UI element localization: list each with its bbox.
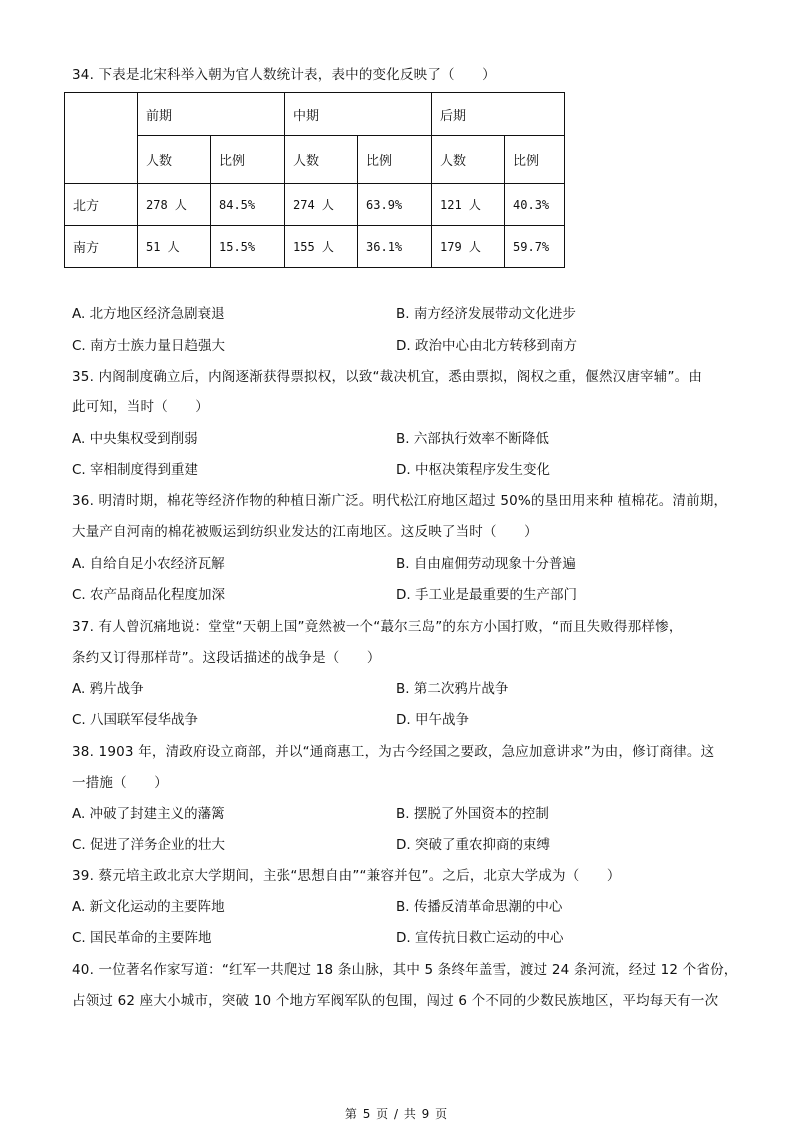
table-cell: 63.9% <box>358 184 432 226</box>
q35-stem-line1: 35. 内阁制度确立后，内阁逐渐获得票拟权，以致“裁决机宜，悉由票拟，阁权之重，偃然汉唐宰辅”。由 <box>72 369 703 385</box>
q39-option-d[interactable]: D. 宣传抗日救亡运动的中心 <box>396 930 564 946</box>
q38-option-b[interactable]: B. 摆脱了外国资本的控制 <box>396 806 549 822</box>
q38-option-d[interactable]: D. 突破了重农抑商的束缚 <box>396 837 550 853</box>
table-corner-cell <box>65 93 138 184</box>
q39-option-c[interactable]: C. 国民革命的主要阵地 <box>72 930 212 946</box>
q34-option-a[interactable]: A. 北方地区经济急剧衰退 <box>72 306 225 322</box>
q36-option-b[interactable]: B. 自由雇佣劳动现象十分普遍 <box>396 556 576 572</box>
table-cell: 179 人 <box>432 226 505 268</box>
q35-option-c[interactable]: C. 宰相制度得到重建 <box>72 462 199 478</box>
q36-option-a[interactable]: A. 自给自足小农经济瓦解 <box>72 556 225 572</box>
subheader-ratio: 比例 <box>211 136 285 184</box>
q36-option-c[interactable]: C. 农产品商品化程度加深 <box>72 587 226 603</box>
table-cell: 59.7% <box>505 226 565 268</box>
table-header-row <box>65 93 565 136</box>
q34-option-c[interactable]: C. 南方士族力量日趋强大 <box>72 338 226 354</box>
q35-option-b[interactable]: B. 六部执行效率不断降低 <box>396 431 549 447</box>
table-cell: 278 人 <box>138 184 211 226</box>
subheader-ratio: 比例 <box>358 136 432 184</box>
q36-option-d[interactable]: D. 手工业是最重要的生产部门 <box>396 587 577 603</box>
table-row <box>65 184 565 226</box>
q38-stem-line2: 一措施（ ） <box>72 775 168 791</box>
q34-table <box>64 92 565 268</box>
q40-stem-line1: 40. 一位著名作家写道：“红军一共爬过 18 条山脉，其中 5 条终年盖雪，渡过 24 条河流，经过 12 个省份， <box>72 962 738 978</box>
header-late: 后期 <box>432 93 565 136</box>
row-label-north: 北方 <box>65 184 138 226</box>
table-cell: 36.1% <box>358 226 432 268</box>
table-cell: 274 人 <box>285 184 358 226</box>
subheader-count: 人数 <box>432 136 505 184</box>
q34-option-d[interactable]: D. 政治中心由北方转移到南方 <box>396 338 577 354</box>
q40-stem-line2: 占领过 62 座大小城市，突破 10 个地方军阀军队的包围，闯过 6 个不同的少数民族地区，平均每天有一次 <box>72 993 719 1009</box>
subheader-count: 人数 <box>138 136 211 184</box>
table-cell: 15.5% <box>211 226 285 268</box>
header-middle: 中期 <box>285 93 432 136</box>
q37-option-b[interactable]: B. 第二次鸦片战争 <box>396 681 509 697</box>
q35-option-d[interactable]: D. 中枢决策程序发生变化 <box>396 462 550 478</box>
row-label-south: 南方 <box>65 226 138 268</box>
q39-option-b[interactable]: B. 传播反清革命思潮的中心 <box>396 899 563 915</box>
table-cell: 40.3% <box>505 184 565 226</box>
subheader-count: 人数 <box>285 136 358 184</box>
q37-option-a[interactable]: A. 鸦片战争 <box>72 681 144 697</box>
subheader-ratio: 比例 <box>505 136 565 184</box>
q38-option-a[interactable]: A. 冲破了封建主义的藩篱 <box>72 806 225 822</box>
q38-stem-line1: 38. 1903 年，清政府设立商部，并以“通商惠工，为古今经国之要政，急应加意讲求”为由，修订商律。这 <box>72 744 715 760</box>
q37-option-c[interactable]: C. 八国联军侵华战争 <box>72 712 199 728</box>
q36-stem-line1: 36. 明清时期，棉花等经济作物的种植日渐广泛。明代松江府地区超过 50%的垦田用来种 植棉花。清前期， <box>72 493 728 509</box>
table-subheader-row <box>65 136 565 184</box>
q38-option-c[interactable]: C. 促进了洋务企业的壮大 <box>72 837 226 853</box>
q39-option-a[interactable]: A. 新文化运动的主要阵地 <box>72 899 225 915</box>
table-cell: 51 人 <box>138 226 211 268</box>
q34-option-b[interactable]: B. 南方经济发展带动文化进步 <box>396 306 576 322</box>
table-cell: 155 人 <box>285 226 358 268</box>
table-row <box>65 226 565 268</box>
q35-option-a[interactable]: A. 中央集权受到削弱 <box>72 431 198 447</box>
header-early: 前期 <box>138 93 285 136</box>
q39-stem: 39. 蔡元培主政北京大学期间，主张“思想自由”“兼容并包”。之后，北京大学成为（ ） <box>72 868 621 884</box>
table-cell: 84.5% <box>211 184 285 226</box>
q37-stem-line2: 条约又订得那样苛”。这段话描述的战争是（ ） <box>72 650 381 666</box>
q37-stem-line1: 37. 有人曾沉痛地说：堂堂“天朝上国”竟然被一个“蕞尔三岛”的东方小国打败，“而且失败得那样惨， <box>72 619 683 635</box>
page-number: 第 5 页 / 共 9 页 <box>344 1107 449 1121</box>
table-cell: 121 人 <box>432 184 505 226</box>
q35-stem-line2: 此可知，当时（ ） <box>72 399 209 415</box>
q37-option-d[interactable]: D. 甲午战争 <box>396 712 469 728</box>
q34-stem: 34. 下表是北宋科举入朝为官人数统计表，表中的变化反映了（ ） <box>72 67 496 83</box>
q36-stem-line2: 大量产自河南的棉花被贩运到纺织业发达的江南地区。这反映了当时（ ） <box>72 524 538 540</box>
